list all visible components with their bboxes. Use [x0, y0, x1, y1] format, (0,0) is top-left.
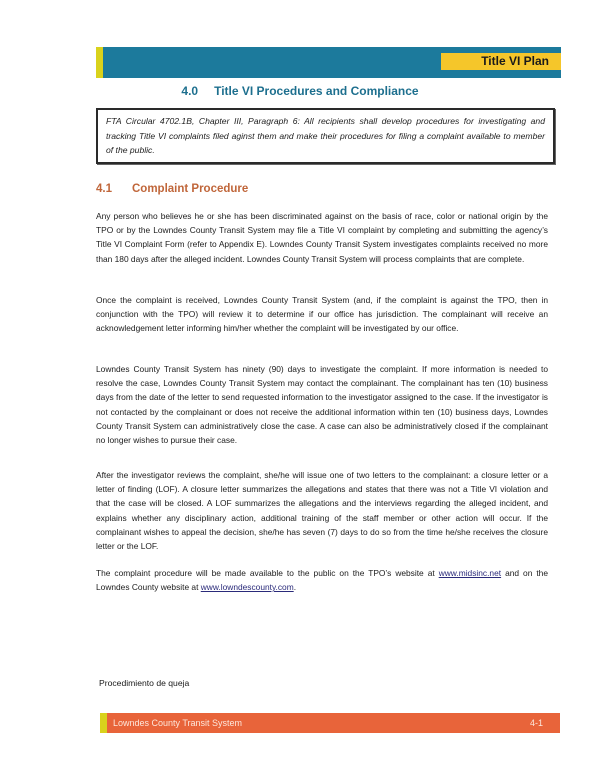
paragraph-filing: Any person who believes he or she has been discriminated against on the basis of race, color or national origin by the TPO or by the Lowndes County Transit System may file a Title VI complaint by completing and submitting the agency’s Title VI Complaint Form (refer to Appendix E). Lowndes County Transit System investigates complaints received no more than 180 days after the alleged incident. Lowndes County Transit System will process complaints that are complete.	[96, 211, 548, 264]
regulation-quote-box: FTA Circular 4702.1B, Chapter III, Paragraph 6: All recipients shall develop procedures for investigating and tracking Title VI complaints filed aginst them and make their procedures for filing a complaint available to member of the public.	[96, 108, 555, 164]
availability-text-2: and on the Lowndes County website at	[96, 568, 548, 593]
availability-text-1: The complaint procedure will be made available to the public on the TPO’s website at	[96, 568, 439, 578]
document-tag: Title VI Plan	[441, 53, 561, 70]
paragraph-availability	[96, 566, 548, 594]
section-title-text: Title VI Procedures and Compliance	[214, 84, 419, 98]
footer-organization: Lowndes County Transit System	[113, 718, 243, 728]
paragraph-letters: After the investigator reviews the complaint, she/he will issue one of two letters to the complainant: a closure letter or a letter of finding (LOF). A closure letter summarizes the allegations and states that there was not a Title VI violation and that the case will be closed. A LOF summarizes the allegations and the interviews regarding the alleged incident, and explains whether any disciplinary action, additional training of the staff member or other action will occur. If the complainant wishes to appeal the decision, she/he has seven (7) days to do so from the time he/she receives the closure letter or the LOF.	[96, 470, 548, 552]
paragraph-investigation: Lowndes County Transit System has ninety (90) days to investigate the complaint. If more information is needed to resolve the case, Lowndes County Transit System may contact the complainant. The complainant has ten (10) business days from the date of the letter to send requested information to the investigator assigned to the case. If the investigator is not contacted by the complainant or does not receive the additional information within ten (10) business days, Lowndes County Transit System can administratively close the case. A case can also be administratively closed if the complainant no longer wishes to pursue their case.	[96, 364, 548, 446]
page-number: 4-1	[530, 718, 544, 728]
paragraph-review: Once the complaint is received, Lowndes County Transit System (and, if the complaint is against the TPO, then in conjunction with the TPO) will review it to determine if our office has jurisdiction. The complainant will receive an acknowledgement letter informing him/her whether the complaint will be investigated by our office.	[96, 295, 548, 334]
subsection-number: 4.1	[96, 183, 112, 195]
subsection-title-text: Complaint Procedure	[132, 183, 249, 195]
section-number: 4.0	[181, 84, 199, 98]
section-title	[0, 84, 600, 98]
tpo-website-link[interactable]: www.midsinc.net	[438, 568, 502, 578]
spanish-label: Procedimiento de queja	[99, 678, 190, 688]
county-website-link[interactable]: www.lowndescounty.com	[200, 582, 294, 593]
availability-text-3: .	[293, 582, 297, 593]
header-accent-bar	[96, 47, 103, 78]
footer-accent-bar	[100, 713, 107, 733]
subsection-title	[96, 183, 248, 195]
